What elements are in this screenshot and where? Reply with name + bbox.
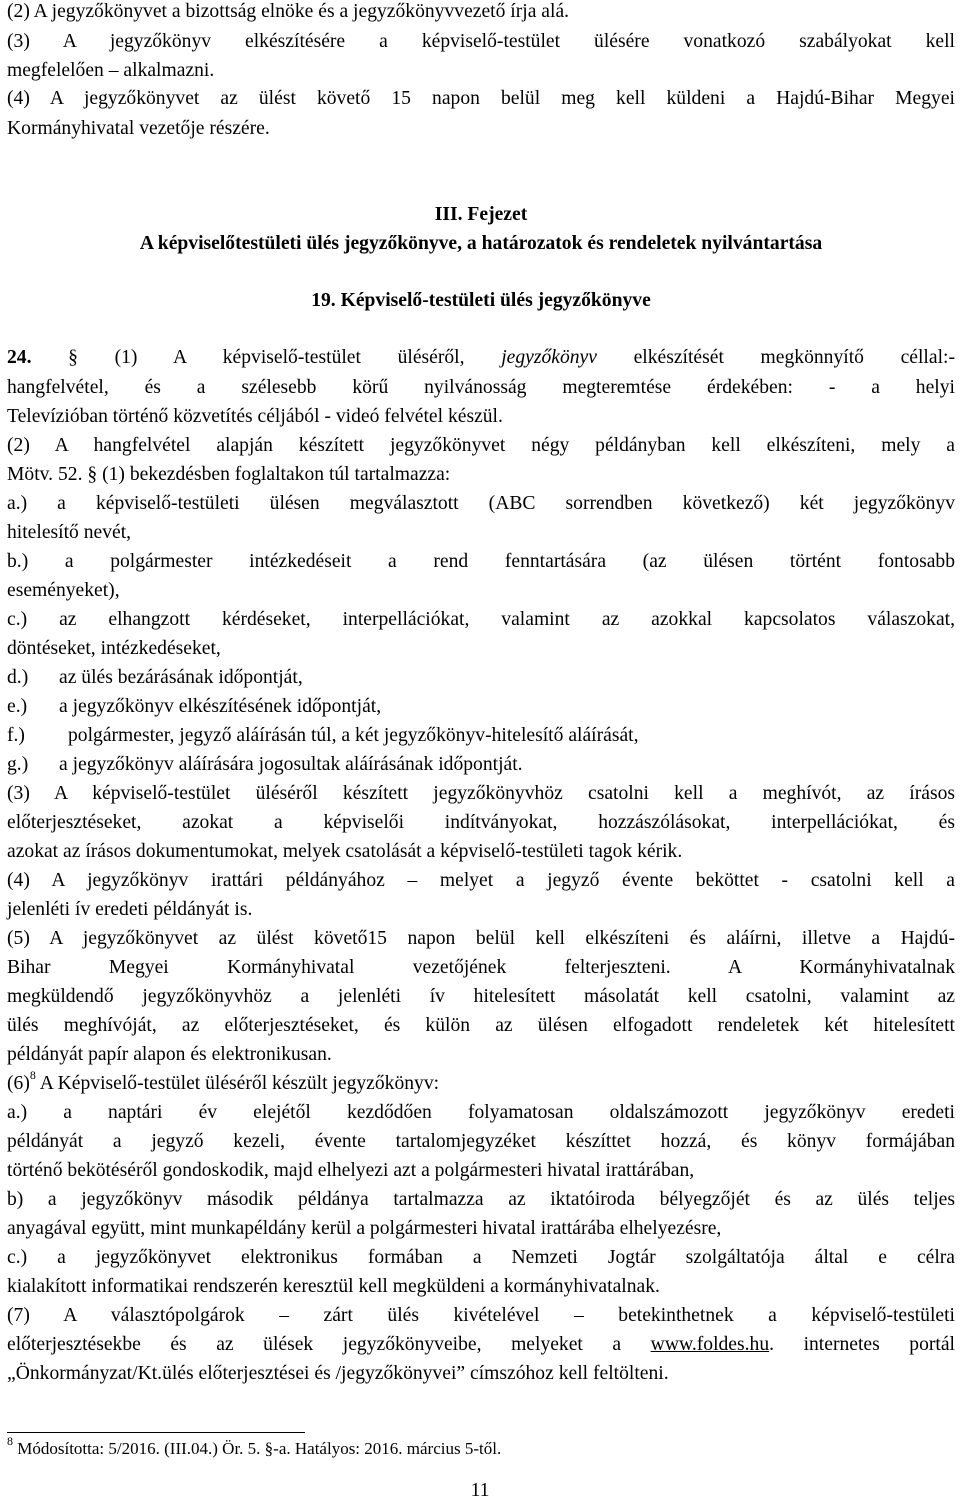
page-number: 11: [470, 1480, 490, 1501]
paragraph-line: azokat az írásos dokumentumokat, melyek csatolását a képviselő-testületi tagok kérik.: [7, 841, 683, 862]
paragraph-line: ülés meghívóját, az előterjesztéseket, és külön az ülésen elfogadott rendeletek két hitelesített: [7, 1015, 955, 1036]
list-text: a jegyzőkönyv aláírására jogosultak aláírásának időpontját.: [59, 754, 523, 775]
paragraph-line: (4) A jegyzőkönyvet az ülést követő 15 napon belül meg kell küldeni a Hajdú-Bihar Megyei: [7, 88, 955, 109]
chapter-title: A képviselőtestületi ülés jegyzőkönyve, a határozatok és rendeletek nyilvántartása: [139, 233, 823, 254]
paragraph-line: [7, 1333, 955, 1357]
list-item: [7, 724, 955, 748]
italic-term: jegyzőkönyv: [501, 347, 597, 368]
paragraph-line: Kormányhivatal vezetője részére.: [7, 118, 270, 139]
paragraph-line: megküldendő jegyzőkönyvhöz a jelenléti ív hitelesített másolatát kell csatolni, valamint az: [7, 986, 955, 1007]
list-label: f.): [7, 725, 25, 746]
list-label: d.): [7, 667, 29, 688]
paragraph-line: anyagával együtt, mint munkapéldány kerül a polgármesteri hivatal irattárába elhelyezésre,: [7, 1218, 722, 1239]
list-label: e.): [7, 696, 28, 717]
footnote-number: 8: [7, 1434, 13, 1449]
paragraph-line: hitelesítő nevét,: [7, 522, 132, 543]
paragraph-text: elkészítését megkönnyítő céllal:-: [633, 347, 955, 368]
paragraph-line: (4) A jegyzőkönyv irattári példányához – melyet a jegyző évente beköttet - csatolni kell a: [7, 870, 955, 891]
paragraph-line: hangfelvétel, és a szélesebb körű nyilvánosság megteremtése érdekében: - a helyi: [7, 377, 955, 398]
paragraph-line: döntéseket, intézkedéseket,: [7, 638, 221, 659]
paragraph-line: „Önkormányzat/Kt.ülés előterjesztései és /jegyzőkönyvei” címszóhoz kell feltölteni.: [7, 1363, 669, 1384]
paragraph-line: c.) az elhangzott kérdéseket, interpellációkat, valamint az azokkal kapcsolatos válaszokat,: [7, 609, 955, 630]
section-sign: §: [68, 347, 78, 368]
paragraph-line: [7, 1068, 955, 1096]
paragraph-line: megfelelően – alkalmazni.: [7, 60, 215, 81]
paragraph-line: előterjesztéseket, azokat a képviselői indítványokat, hozzászólásokat, interpellációkat, és: [7, 812, 955, 833]
paragraph-text: A Képviselő-testület üléséről készült jegyzőkönyv:: [39, 1073, 440, 1094]
paragraph-number: 24.: [7, 347, 32, 368]
section-title: 19. Képviselő-testületi ülés jegyzőkönyve: [311, 290, 651, 311]
list-item: [7, 695, 955, 719]
footnote-ref: 8: [29, 1068, 36, 1083]
paragraph-line: jelenléti ív eredeti példányát is.: [7, 899, 253, 920]
paragraph-line: eseményeket),: [7, 580, 120, 601]
paragraph-text: előterjesztésekbe és az ülések jegyzőkönyveibe, melyeket a: [7, 1334, 622, 1355]
list-text: polgármester, jegyző aláírásán túl, a két jegyzőkönyv-hitelesítő aláírását,: [68, 725, 639, 746]
paragraph-line: b.) a polgármester intézkedéseit a rend fenntartására (az ülésen történt fontosabb: [7, 551, 955, 572]
list-label: g.): [7, 754, 29, 775]
paragraph-line: (2) A jegyzőkönyvet a bizottság elnöke és a jegyzőkönyvvezető írja alá.: [7, 1, 570, 22]
list-item: [7, 666, 955, 690]
paragraph-line: példányát papír alapon és elektronikusan.: [7, 1044, 332, 1065]
chapter-number: III. Fejezet: [434, 204, 528, 225]
footnote-text: Módosította: 5/2016. (III.04.) Ör. 5. §-a. Hatályos: 2016. március 5-től.: [17, 1439, 502, 1458]
paragraph-line: a.) a képviselő-testületi ülésen megválasztott (ABC sorrendben következő) két jegyzőkönyv: [7, 493, 955, 514]
paragraph-line: történő bekötéséről gondoskodik, majd elhelyezi azt a polgármesteri hivatal irattárában,: [7, 1160, 695, 1181]
paragraph-line: példányát a jegyző kezeli, évente tartalomjegyzéket készíttet hozzá, és könyv formájában: [7, 1131, 955, 1152]
paragraph-line: (7) A választópolgárok – zárt ülés kivételével – betekinthetnek a képviselő-testületi: [7, 1305, 955, 1326]
paragraph-text: . internetes portál: [769, 1334, 955, 1355]
paragraph-line: (2) A hangfelvétel alapján készített jegyzőkönyvet négy példányban kell elkészíteni, mely a: [7, 435, 955, 456]
footnote: [7, 1434, 502, 1460]
list-text: a jegyzőkönyv elkészítésének időpontját,: [59, 696, 382, 717]
paragraph-line: b) a jegyzőkönyv második példánya tartalmazza az iktatóiroda bélyegzőjét és az ülés teljes: [7, 1189, 955, 1210]
paragraph-line: kialakított informatikai rendszerén keresztül kell megküldeni a kormányhivatalnak.: [7, 1276, 660, 1297]
list-item: [7, 753, 955, 777]
paragraph-line: c.) a jegyzőkönyvet elektronikus formában a Nemzeti Jogtár szolgáltatója által e célra: [7, 1247, 955, 1268]
paragraph-line: a.) a naptári év elejétől kezdődően folyamatosan oldalszámozott jegyzőkönyv eredeti: [7, 1102, 955, 1123]
paragraph-line: Mötv. 52. § (1) bekezdésben foglaltakon túl tartalmazza:: [7, 464, 451, 485]
paragraph-line: (3) A képviselő-testület üléséről készített jegyzőkönyvhöz csatolni kell a meghívót, az írásos: [7, 783, 955, 804]
paragraph-24-line-1: [7, 346, 955, 370]
paragraph-line: (3) A jegyzőkönyv elkészítésére a képviselő-testület ülésére vonatkozó szabályokat kell: [7, 31, 955, 52]
paragraph-text: (1) A képviselő-testület üléséről,: [114, 347, 465, 368]
list-text: az ülés bezárásának időpontját,: [59, 667, 303, 688]
paragraph-line: (5) A jegyzőkönyvet az ülést követő15 napon belül kell elkészíteni és aláírni, illetve a Hajdú-: [7, 928, 955, 949]
paragraph-text: (6): [7, 1073, 30, 1094]
paragraph-line: Televízióban történő közvetítés céljából - videó felvétel készül.: [7, 406, 503, 427]
paragraph-line: Bihar Megyei Kormányhivatal vezetőjének felterjeszteni. A Kormányhivatalnak: [7, 957, 955, 978]
footnote-separator: [7, 1432, 305, 1433]
website-link[interactable]: www.foldes.hu: [650, 1334, 770, 1355]
